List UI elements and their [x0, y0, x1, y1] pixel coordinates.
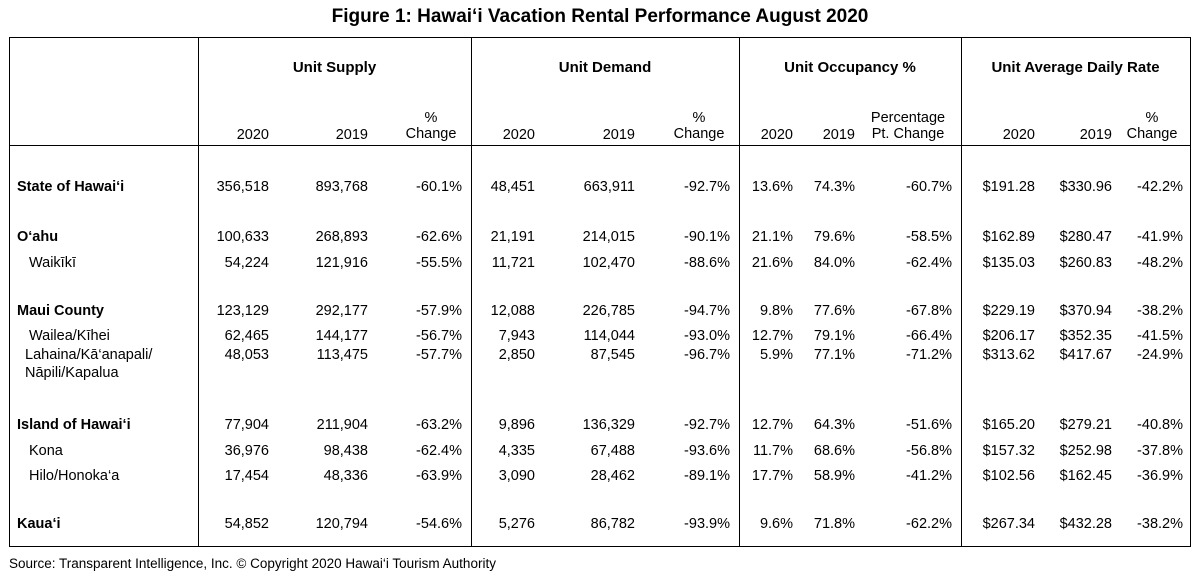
table-cell: -37.8%: [1137, 443, 1183, 459]
table-cell: 5,276: [498, 516, 535, 532]
year-header: 2020: [760, 127, 793, 143]
table-cell: -54.6%: [416, 516, 462, 532]
table-cell: 356,518: [216, 179, 269, 195]
row-label: O‘ahu: [17, 229, 59, 245]
change-header-line2: Change: [405, 126, 457, 142]
table-cell: $206.17: [982, 328, 1035, 344]
table-cell: 123,129: [216, 303, 269, 319]
table-cell: -56.7%: [416, 328, 462, 344]
table-cell: 11.7%: [752, 443, 793, 459]
table-cell: -42.2%: [1137, 179, 1183, 195]
table-cell: $102.56: [982, 468, 1035, 484]
table-cell: -36.9%: [1137, 468, 1183, 484]
table-cell: -60.7%: [906, 179, 952, 195]
table-cell: -38.2%: [1137, 516, 1183, 532]
rental-performance-table: [9, 37, 1191, 547]
table-cell: 77,904: [224, 417, 269, 433]
table-cell: 79.1%: [813, 328, 855, 344]
year-header: 2019: [1079, 127, 1112, 143]
table-cell: $191.28: [982, 179, 1035, 195]
row-label: Wailea/Kīhei: [29, 328, 110, 344]
table-cell: 48,336: [323, 468, 368, 484]
source-note: Source: Transparent Intelligence, Inc. © Copyright 2020 Hawai‘i Tourism Authority: [9, 556, 496, 571]
table-cell: -41.5%: [1137, 328, 1183, 344]
group-header: Unit Occupancy %: [784, 59, 916, 76]
table-cell: $432.28: [1059, 516, 1112, 532]
row-label: Kona: [29, 443, 63, 459]
table-cell: $162.89: [982, 229, 1035, 245]
table-cell: 2,850: [498, 347, 535, 363]
table-cell: -94.7%: [684, 303, 730, 319]
table-cell: 87,545: [590, 347, 635, 363]
table-cell: -71.2%: [906, 347, 952, 363]
table-cell: -41.2%: [906, 468, 952, 484]
table-cell: 893,768: [315, 179, 368, 195]
table-cell: 7,943: [498, 328, 535, 344]
table-cell: -63.2%: [416, 417, 462, 433]
table-cell: -63.9%: [416, 468, 462, 484]
table-cell: 136,329: [582, 417, 635, 433]
table-cell: 211,904: [316, 417, 368, 433]
table-cell: 121,916: [315, 255, 368, 271]
table-cell: -93.9%: [684, 516, 730, 532]
table-cell: 17.7%: [751, 468, 793, 484]
table-cell: 13.6%: [751, 179, 793, 195]
table-cell: 77.6%: [813, 303, 855, 319]
change-header-line1: %: [1145, 110, 1159, 126]
row-label: Hilo/Honoka‘a: [29, 468, 120, 484]
table-cell: $370.94: [1059, 303, 1112, 319]
row-label: Maui County: [17, 303, 104, 319]
change-header-line1: Percentage: [870, 110, 946, 126]
table-cell: 12,088: [490, 303, 535, 319]
table-cell: -62.4%: [416, 443, 462, 459]
table-cell: $165.20: [982, 417, 1035, 433]
table-cell: -88.6%: [684, 255, 730, 271]
table-cell: 144,177: [315, 328, 368, 344]
table-cell: -41.9%: [1137, 229, 1183, 245]
table-cell: 67,488: [590, 443, 635, 459]
table-cell: 79.6%: [813, 229, 855, 245]
table-cell: 3,090: [498, 468, 535, 484]
table-cell: $135.03: [982, 255, 1035, 271]
table-cell: 113,475: [316, 347, 368, 363]
table-cell: -24.9%: [1137, 347, 1183, 363]
table-cell: 268,893: [315, 229, 368, 245]
table-cell: 62,465: [224, 328, 269, 344]
table-cell: 36,976: [224, 443, 269, 459]
table-cell: -90.1%: [684, 229, 730, 245]
row-label: State of Hawai‘i: [17, 179, 125, 195]
table-cell: $157.32: [982, 443, 1035, 459]
table-cell: -40.8%: [1137, 417, 1183, 433]
table-cell: 12.7%: [751, 417, 793, 433]
table-cell: -48.2%: [1137, 255, 1183, 271]
table-cell: 98,438: [323, 443, 368, 459]
year-header: 2019: [822, 127, 855, 143]
group-header: Unit Supply: [292, 59, 377, 76]
table-cell: -51.6%: [906, 417, 952, 433]
change-header-line2: Pt. Change: [871, 126, 945, 142]
year-header: 2019: [602, 127, 635, 143]
table-cell: $313.62: [982, 347, 1035, 363]
table-cell: 21.6%: [751, 255, 793, 271]
table-cell: $252.98: [1059, 443, 1112, 459]
table-cell: -92.7%: [684, 179, 730, 195]
year-header: 2020: [1002, 127, 1035, 143]
table-cell: -92.7%: [684, 417, 730, 433]
table-cell: 9.6%: [759, 516, 793, 532]
group-header: Unit Average Daily Rate: [991, 59, 1160, 76]
table-cell: -96.7%: [684, 347, 730, 363]
table-cell: -55.5%: [416, 255, 462, 271]
table-cell: 77.1%: [813, 347, 855, 363]
table-cell: -93.0%: [684, 328, 730, 344]
table-cell: 64.3%: [813, 417, 855, 433]
row-label: Island of Hawai‘i: [17, 417, 131, 433]
table-cell: -60.1%: [416, 179, 462, 195]
group-header: Unit Demand: [558, 59, 652, 76]
table-cell: 71.8%: [813, 516, 855, 532]
table-cell: -62.6%: [416, 229, 462, 245]
table-cell: -62.4%: [906, 255, 952, 271]
change-header-line2: Change: [1126, 126, 1178, 142]
table-cell: 4,335: [498, 443, 535, 459]
table-cell: 21,191: [490, 229, 535, 245]
table-cell: 12.7%: [751, 328, 793, 344]
change-header-line2: Change: [673, 126, 725, 142]
table-cell: 102,470: [582, 255, 635, 271]
table-cell: 663,911: [583, 179, 635, 195]
table-cell: 5.9%: [759, 347, 793, 363]
table-cell: -66.4%: [906, 328, 952, 344]
table-cell: 17,454: [224, 468, 269, 484]
table-cell: $162.45: [1059, 468, 1112, 484]
table-cell: $330.96: [1059, 179, 1112, 195]
table-cell: 48,053: [224, 347, 269, 363]
table-cell: 58.9%: [813, 468, 855, 484]
table-cell: -38.2%: [1137, 303, 1183, 319]
table-cell: $417.67: [1059, 347, 1112, 363]
table-cell: $279.21: [1059, 417, 1112, 433]
row-label: Waikīkī: [29, 255, 76, 271]
table-cell: 120,794: [315, 516, 368, 532]
table-cell: 86,782: [590, 516, 635, 532]
table-cell: -93.6%: [684, 443, 730, 459]
year-header: 2020: [502, 127, 535, 143]
table-cell: 214,015: [582, 229, 635, 245]
table-cell: 54,224: [224, 255, 269, 271]
year-header: 2019: [335, 127, 368, 143]
table-cell: $267.34: [982, 516, 1035, 532]
table-cell: 74.3%: [813, 179, 855, 195]
table-cell: -56.8%: [906, 443, 952, 459]
table-cell: 9,896: [498, 417, 535, 433]
table-cell: 68.6%: [813, 443, 855, 459]
change-header-line1: %: [692, 110, 706, 126]
table-cell: -57.9%: [416, 303, 462, 319]
table-cell: -67.8%: [906, 303, 952, 319]
table-cell: -62.2%: [906, 516, 952, 532]
row-label: Lahaina/Kā‘anapali/: [25, 347, 153, 363]
figure-title: Figure 1: Hawai‘i Vacation Rental Performance August 2020: [331, 6, 869, 27]
change-header-line1: %: [424, 110, 438, 126]
table-cell: 48,451: [490, 179, 535, 195]
table-cell: -57.7%: [416, 347, 462, 363]
table-cell: 114,044: [583, 328, 635, 344]
table-cell: 54,852: [224, 516, 269, 532]
table-cell: $229.19: [982, 303, 1035, 319]
row-label: Kaua‘i: [17, 516, 61, 532]
table-cell: 84.0%: [813, 255, 855, 271]
table-cell: 226,785: [582, 303, 635, 319]
table-cell: -58.5%: [906, 229, 952, 245]
table-cell: 9.8%: [759, 303, 793, 319]
row-label-line2: Nāpili/Kapalua: [25, 365, 119, 381]
table-cell: 11,721: [491, 255, 535, 271]
table-cell: 28,462: [590, 468, 635, 484]
header-divider: [10, 145, 1190, 146]
table-cell: -89.1%: [684, 468, 730, 484]
table-cell: 21.1%: [751, 229, 793, 245]
table-cell: $280.47: [1059, 229, 1112, 245]
table-cell: $260.83: [1059, 255, 1112, 271]
table-cell: $352.35: [1059, 328, 1112, 344]
year-header: 2020: [236, 127, 269, 143]
table-cell: 100,633: [216, 229, 269, 245]
table-cell: 292,177: [315, 303, 368, 319]
